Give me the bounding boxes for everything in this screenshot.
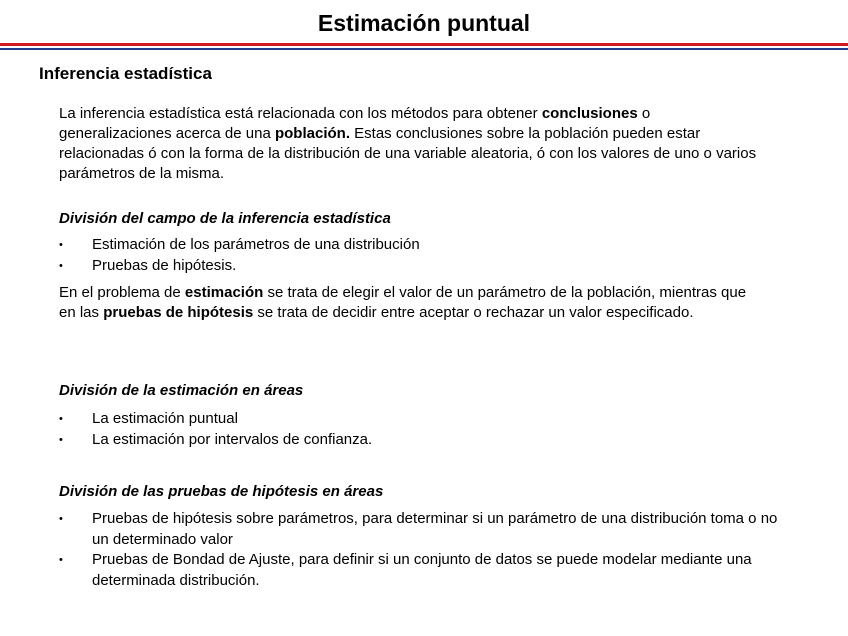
list-item (59, 409, 792, 430)
intro-bold-conclusiones: conclusiones (541, 105, 638, 122)
intro-text: La inferencia estadística está relacionada con los métodos para obtener (59, 105, 542, 122)
list-division-estimacion (59, 409, 792, 450)
subheading-division-pruebas: División de las pruebas de hipótesis en áreas (59, 483, 384, 500)
list-item-text: Pruebas de hipótesis. (92, 256, 237, 274)
explanation-paragraph (59, 283, 759, 323)
subheading-division-estimacion: División de la estimación en áreas (59, 382, 304, 399)
list-item (59, 235, 792, 256)
intro-paragraph (59, 104, 759, 184)
slide-title: Estimación puntual (317, 10, 531, 36)
bullet-icon: • (59, 259, 63, 272)
list-item-text: La estimación puntual (92, 410, 238, 427)
bullet-icon: • (59, 513, 63, 525)
list-item (59, 256, 792, 277)
list-item-text: Pruebas de hipótesis sobre parámetros, para determinar si un parámetro de una distribución toma o no un determinado valor (92, 510, 778, 548)
list-item-text: Pruebas de Bondad de Ajuste, para definir si un conjunto de datos se puede modelar mediante una determinada distribución. (92, 551, 752, 589)
list-item (59, 430, 792, 451)
list-item (59, 550, 792, 591)
list-item-text: Estimación de los parámetros de una distribución (92, 236, 420, 253)
list-item-text: La estimación por intervalos de confianza. (92, 430, 373, 448)
title-rule-red (0, 43, 848, 46)
bullet-icon: • (59, 239, 63, 251)
bullet-icon: • (59, 554, 63, 566)
list-division-campo (59, 235, 792, 276)
bullet-icon: • (59, 433, 63, 446)
section-heading: Inferencia estadística (39, 64, 212, 83)
explanation-bold-pruebas: pruebas de hipótesis (103, 304, 254, 321)
title-rule-blue (0, 48, 848, 50)
explanation-text: se trata de elegir el valor de un parámetro de la población, mientras que en las (59, 284, 747, 321)
intro-text: Estas conclusiones sobre la población pueden estar relacionadas ó con la forma de la distribución de una variable aleatoria, ó con los valores de uno o varios parámetros de la misma. (59, 125, 757, 182)
explanation-text: En el problema de (59, 284, 185, 301)
subheading-division-campo: División del campo de la inferencia estadística (59, 210, 391, 227)
intro-bold-poblacion: población. (274, 125, 350, 142)
intro-text: o generalizaciones acerca de una (59, 105, 651, 142)
list-division-pruebas (59, 509, 792, 591)
bullet-icon: • (59, 413, 63, 425)
list-item (59, 509, 792, 550)
explanation-text: se trata de decidir entre aceptar o rechazar un valor especificado. (253, 304, 694, 321)
explanation-bold-estimacion: estimación (184, 284, 264, 301)
